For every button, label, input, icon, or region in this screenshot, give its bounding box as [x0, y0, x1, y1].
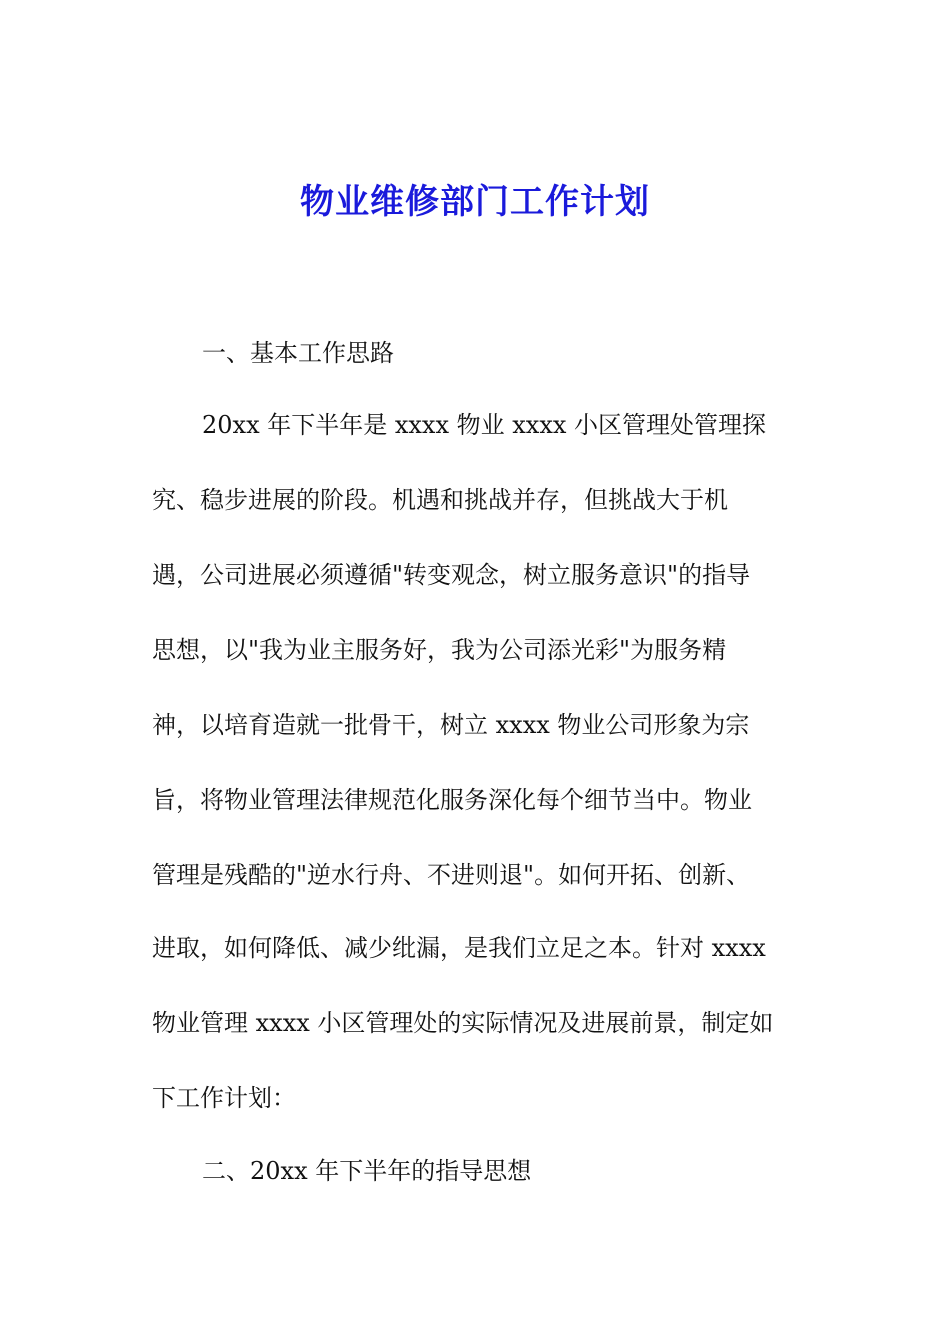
paragraph-line-10: 下工作计划： [152, 1084, 296, 1112]
paragraph-line-9: 物业管理 xxxx 小区管理处的实际情况及进展前景，制定如 [152, 1009, 774, 1037]
paragraph-line-2: 究、稳步进展的阶段。机遇和挑战并存，但挑战大于机 [152, 486, 728, 514]
paragraph-line-1: 20xx 年下半年是 xxxx 物业 xxxx 小区管理处管理探 [202, 411, 767, 439]
paragraph-line-7: 管理是残酷的"逆水行舟、不进则退"。如何开拓、创新、 [152, 861, 751, 889]
document-title: 物业维修部门工作计划 [300, 182, 650, 222]
paragraph-line-8: 进取，如何降低、减少纰漏，是我们立足之本。针对 xxxx [152, 934, 766, 962]
paragraph-line-5: 神，以培育造就一批骨干，树立 xxxx 物业公司形象为宗 [152, 711, 750, 739]
paragraph-line-3: 遇，公司进展必须遵循"转变观念，树立服务意识"的指导 [152, 561, 751, 589]
section-heading-2: 二、20xx 年下半年的指导思想 [202, 1157, 532, 1185]
paragraph-line-6: 旨，将物业管理法律规范化服务深化每个细节当中。物业 [152, 786, 752, 814]
paragraph-line-4: 思想，以"我为业主服务好，我为公司添光彩"为服务精 [152, 636, 727, 664]
section-heading-1: 一、基本工作思路 [202, 339, 394, 367]
